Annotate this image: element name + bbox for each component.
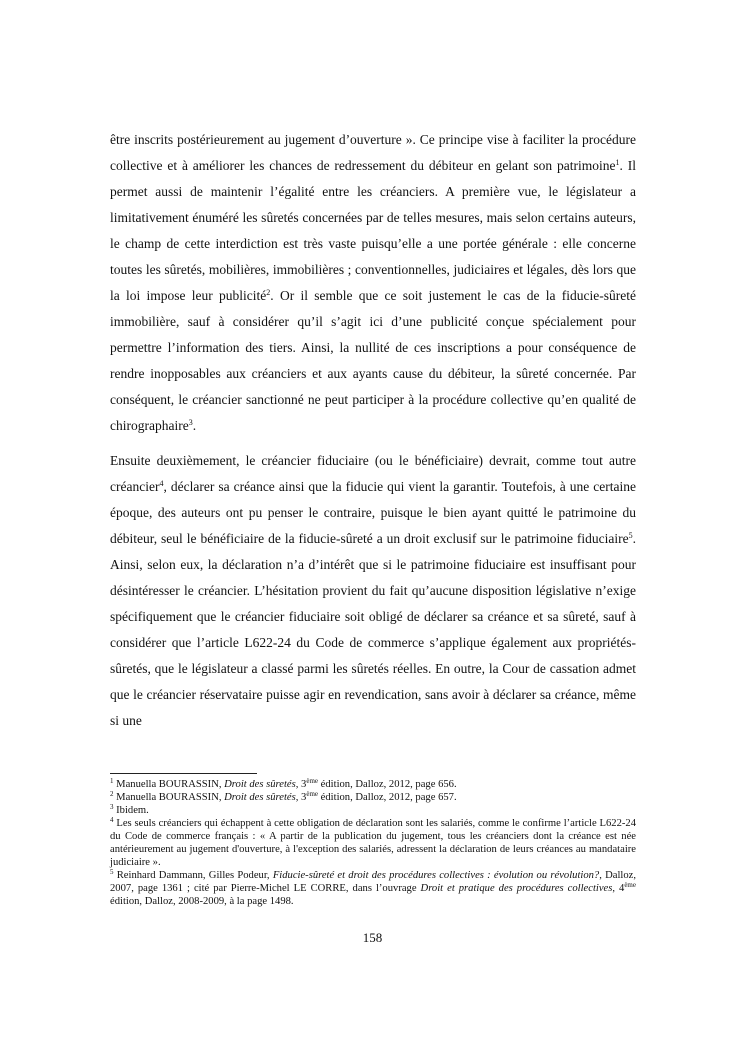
p1-text-c: . Or il semble que ce soit justement le cas de la fiducie-sûreté immobilière, sauf à considérer qu’il s’agit ici d’une publicité conçue spécialement pour permettre l’information des tiers. Ainsi, la nullité de ces inscriptions a pour conséquence de rendre inopposables aux créanciers et aux ayants cause du débiteur, la sûreté concernée. Par conséquent, le créancier sanctionné ne peut participer à la procédure collective qu’en qualité de chirographaire bbox=[110, 288, 637, 433]
p1-text-a: être inscrits postérieurement au jugement d’ouverture ». Ce principe vise à faciliter la procédure collective et à améliorer les chances de redressement du débiteur en gelant son patrimoine bbox=[110, 132, 636, 173]
footnote-separator bbox=[110, 773, 257, 774]
footnote-5: $^5$ Reinhard Dammann, Gilles Podeur, Fiducie-sûreté et droit des procédures collectives : évolution ou révolution?, Dalloz, 2007, page 1361 ; cité par Pierre-Michel LE CORRE, dans l’ouvrage Droit et pratique des procédures collectives, 4ème édition, Dalloz, 2008-2009, à la page 1498. bbox=[110, 868, 636, 907]
page-number: 158 bbox=[362, 930, 383, 945]
footnote-ref-2: 2 bbox=[266, 288, 271, 297]
paragraph-2 bbox=[110, 448, 636, 734]
footnotes bbox=[110, 778, 636, 908]
p2-text-a: Ensuite deuxièmement, le créancier fiduciaire (ou le bénéficiaire) devrait, comme tout autre créancier bbox=[110, 453, 636, 494]
p2-text-b: , déclarer sa créance ainsi que la fiducie qui vient la garantir. Toutefois, à une certaine époque, des auteurs ont pu penser le contraire, puisque le bien ayant quitté le patrimoine du débiteur, seul le bénéficiaire de la fiducie-sûreté a un droit exclusif sur le patrimoine fiduciaire bbox=[110, 479, 636, 546]
body-text bbox=[110, 127, 636, 734]
p2-text-c: . Ainsi, selon eux, la déclaration n’a d’intérêt que si le patrimoine fiduciaire est insuffisant pour désintéresser le créancier. L’hésitation provient du fait qu’aucune disposition législative n’exige spécifiquement que le créancier fiduciaire soit obligé de déclarer sa créance et sa sûreté, sauf à considérer que l’article L622-24 du Code de commerce s’applique également aux propriétés-sûretés, que le législateur a classé parmi les sûretés réelles. En outre, la Cour de cassation admet que le créancier réservataire puisse agir en revendication, sans avoir à déclarer sa créance, même si une bbox=[110, 531, 636, 728]
footnote-ref-3: 3 bbox=[188, 418, 193, 427]
p1-text-d: . bbox=[192, 418, 197, 433]
paragraph-1 bbox=[110, 127, 636, 439]
p1-text-b: . Il permet aussi de maintenir l’égalité entre les créanciers. A première vue, le législateur a limitativement énuméré les sûretés concernées par de telles mesures, mais selon certains auteurs, le champ de cette interdiction est très vaste puisqu’elle a une portée générale : elle concerne toutes les sûretés, mobilières, immobilières ; conventionnelles, judiciaires et légales, dès lors que la loi impose leur publicité bbox=[110, 158, 636, 303]
footnote-3: $^3$ Ibidem. bbox=[110, 803, 149, 816]
footnote-2: $^2$ Manuella BOURASSIN, Droit des sûretés, 3ème édition, Dalloz, 2012, page 657. bbox=[110, 790, 457, 803]
footnote-ref-4: 4 bbox=[159, 479, 164, 488]
footnote-4: $^4$ Les seuls créanciers qui échappent à cette obligation de déclaration sont les salariés, comme le confirme l’article L622-24 du Code de commerce français : « A partir de la publication du jugement, tous les créanciers dont la créance est née antérieurement au jugement d'ouverture, à l'exception des salariés, adressent la déclaration de leurs créances au mandataire judiciaire ». bbox=[110, 816, 636, 868]
footnote-1: $^1$ Manuella BOURASSIN, Droit des sûretés, 3ème édition, Dalloz, 2012, page 656. bbox=[110, 777, 457, 790]
footnote-ref-5: 5 bbox=[628, 531, 633, 540]
footnote-ref-1: 1 bbox=[615, 158, 620, 167]
